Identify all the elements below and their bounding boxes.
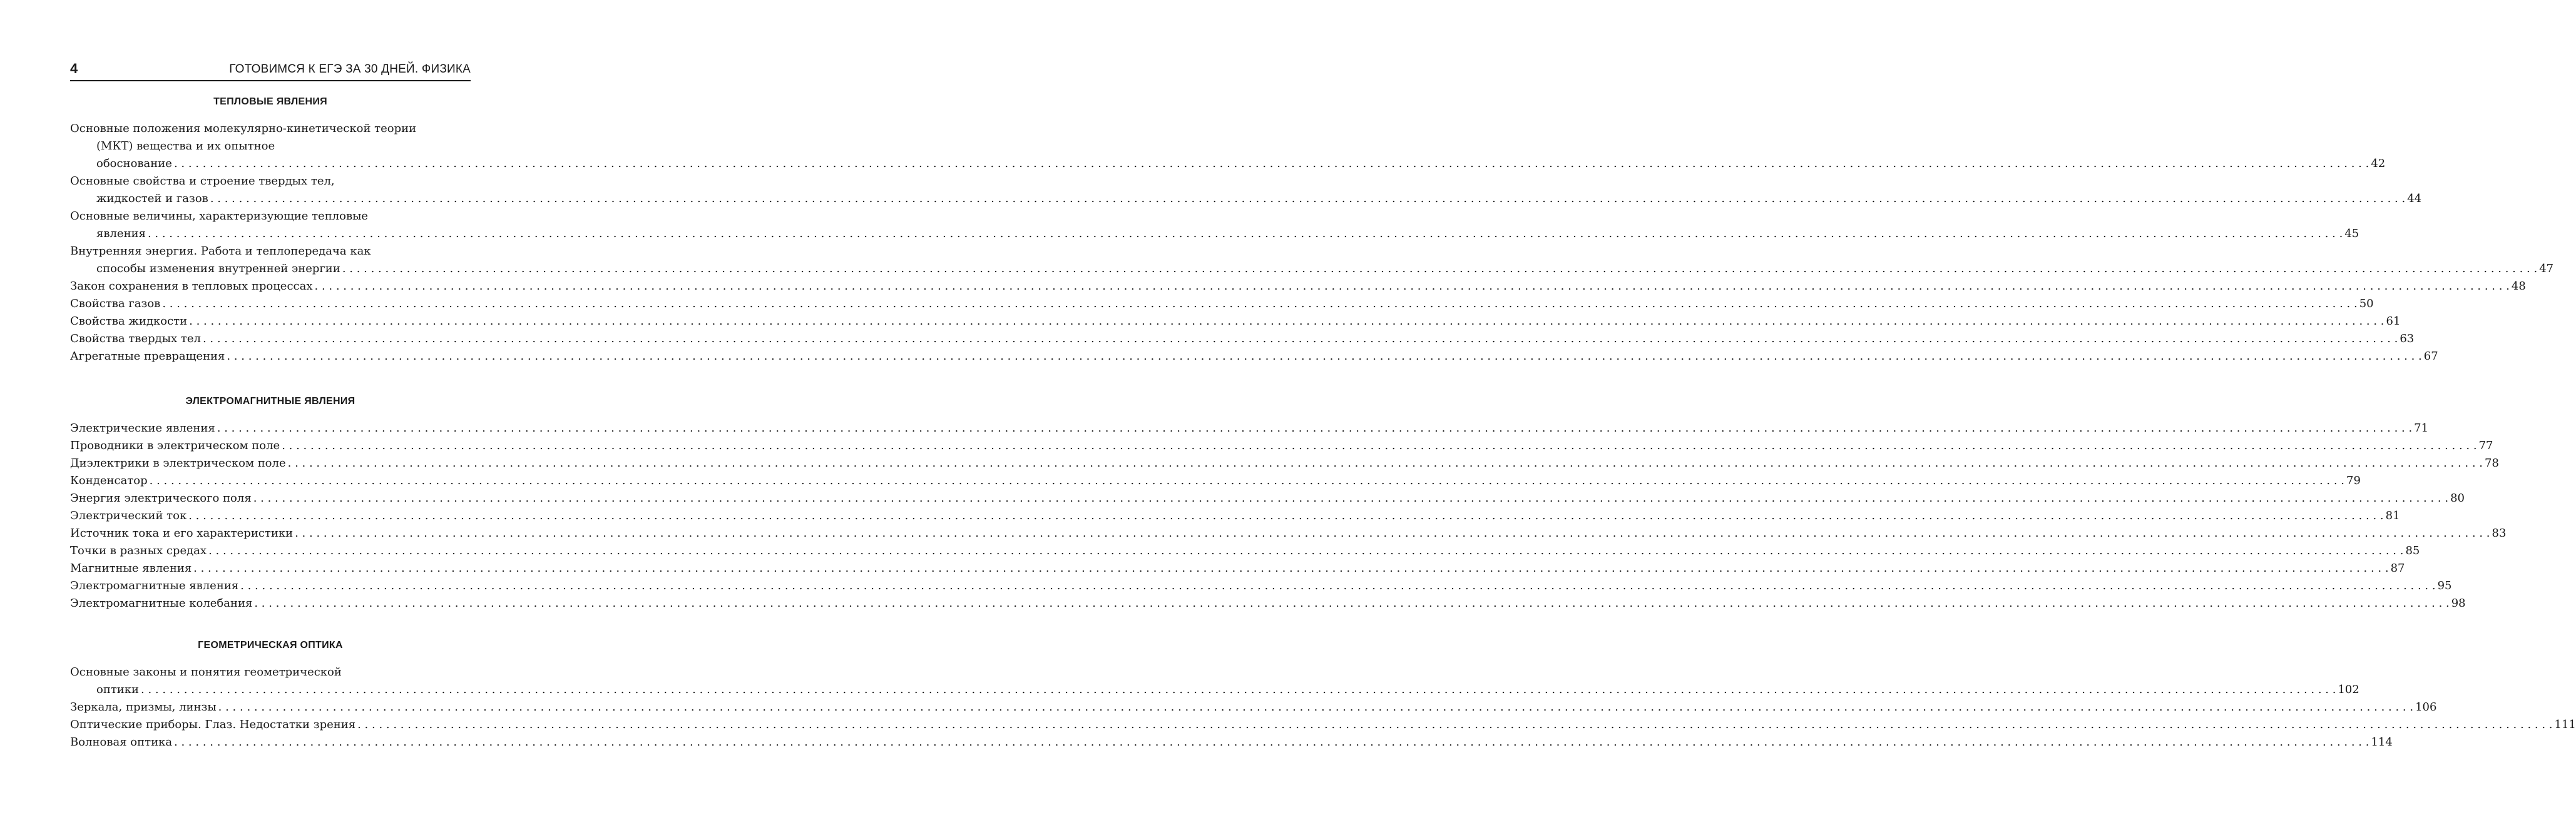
toc-entry-last-line <box>70 437 2493 455</box>
toc-page-number: 114 <box>2371 736 2393 749</box>
toc-page-number: 79 <box>2346 474 2361 487</box>
toc-page-number: 78 <box>2485 457 2499 470</box>
toc-entry <box>70 716 2576 734</box>
toc-entry-last-line <box>70 190 2422 208</box>
toc-entry-text: Оптические приборы. Глаз. Недостатки зрения <box>70 718 356 731</box>
toc-entry-text: Внутренняя энергия. Работа и теплопередача как <box>70 245 371 258</box>
toc-entry-last-line <box>70 577 2452 595</box>
section-title: ТЕПЛОВЫЕ ЯВЛЕНИЯ <box>213 96 327 107</box>
dot-leader <box>141 683 2336 696</box>
dot-leader <box>282 439 2476 452</box>
toc-entry-text: Диэлектрики в электрическом поле <box>70 457 286 470</box>
toc-list <box>70 420 2507 612</box>
toc-list <box>70 664 2576 751</box>
section-geometric-optics <box>70 638 2576 751</box>
dot-leader <box>295 527 2490 540</box>
toc-entry-last-line <box>70 278 2526 295</box>
dot-leader <box>150 474 2344 487</box>
toc-entry-last-line <box>70 295 2374 313</box>
dot-leader <box>288 457 2483 470</box>
page-header <box>70 60 471 81</box>
toc-entry-last-line <box>70 260 2554 278</box>
toc-entry-text: Основные законы и понятия геометрической <box>70 666 342 679</box>
toc-entry-last-line <box>70 734 2393 751</box>
dot-leader <box>208 544 2403 557</box>
dot-leader <box>188 509 2383 522</box>
dot-leader <box>210 192 2405 205</box>
toc-list <box>70 120 2554 365</box>
toc-entry <box>70 472 2361 490</box>
toc-page-number: 50 <box>2359 297 2374 310</box>
dot-leader <box>254 597 2449 610</box>
toc-entry-text: Электромагнитные явления <box>70 579 239 592</box>
toc-entry-text: Энергия электрического поля <box>70 492 252 505</box>
toc-entry <box>70 348 2438 365</box>
dot-leader <box>189 315 2384 328</box>
dot-leader <box>253 492 2448 505</box>
toc-entry-text: Агрегатные превращения <box>70 350 225 363</box>
toc-entry <box>70 295 2374 313</box>
toc-entry-text: способы изменения внутренней энергии <box>96 262 340 275</box>
toc-page-number: 85 <box>2405 544 2420 557</box>
toc-entry-text: оптики <box>96 683 140 696</box>
toc-page-number: 44 <box>2407 192 2422 205</box>
section-title: ЭЛЕКТРОМАГНИТНЫЕ ЯВЛЕНИЯ <box>185 396 355 407</box>
toc-entry-text: Закон сохранения в тепловых процессах <box>70 280 313 293</box>
dot-leader <box>342 262 2537 275</box>
toc-entry-last-line <box>70 699 2437 716</box>
toc-entry <box>70 560 2405 577</box>
toc-entry-last-line <box>70 507 2400 525</box>
dot-leader <box>162 297 2357 310</box>
toc-entry <box>70 243 2554 278</box>
section-thermal <box>70 94 2554 365</box>
section-electromagnetic <box>70 394 2507 612</box>
toc-entry <box>70 455 2499 472</box>
toc-entry-last-line <box>70 155 2386 173</box>
toc-entry-text: Конденсатор <box>70 474 148 487</box>
toc-entry <box>70 313 2401 330</box>
toc-entry-text: Электрический ток <box>70 509 187 522</box>
toc-entry-last-line <box>70 595 2466 612</box>
toc-page-number: 102 <box>2338 683 2359 696</box>
dot-leader <box>315 280 2510 293</box>
toc-entry-text: жидкостей и газов <box>96 192 208 205</box>
toc-entry <box>70 420 2429 437</box>
toc-entry-last-line <box>70 681 2359 699</box>
toc-page-number: 71 <box>2414 422 2429 435</box>
toc-page-number: 98 <box>2451 597 2466 610</box>
toc-page-number: 83 <box>2492 527 2507 540</box>
toc-page-number: 95 <box>2437 579 2452 592</box>
dot-leader <box>148 227 2343 240</box>
toc-page-number: 47 <box>2539 262 2554 275</box>
toc-entry-text: Зеркала, призмы, линзы <box>70 701 217 714</box>
toc-entry <box>70 542 2420 560</box>
toc-page-number: 77 <box>2478 439 2493 452</box>
toc-entry-last-line <box>70 490 2465 507</box>
toc-entry <box>70 437 2493 455</box>
toc-page-number: 61 <box>2386 315 2401 328</box>
toc-page-number: 106 <box>2415 701 2437 714</box>
toc-entry-text: Волновая оптика <box>70 736 173 749</box>
toc-entry <box>70 664 2359 699</box>
toc-entry-text: Основные положения молекулярно-кинетической теории <box>70 122 417 135</box>
toc-entry-last-line <box>70 542 2420 560</box>
toc-entry <box>70 173 2422 208</box>
toc-entry <box>70 577 2452 595</box>
toc-entry-text: (МКТ) вещества и их опытное <box>96 139 275 153</box>
toc-entry <box>70 490 2465 507</box>
dot-leader <box>174 736 2369 749</box>
dot-leader <box>357 718 2552 731</box>
toc-entry <box>70 120 2386 173</box>
toc-entry-text: обоснование <box>96 157 172 170</box>
toc-entry-text: Источник тока и его характеристики <box>70 527 294 540</box>
toc-entry <box>70 278 2526 295</box>
toc-entry-text: Свойства газов <box>70 297 161 310</box>
toc-page-number: 81 <box>2385 509 2400 522</box>
dot-leader <box>217 422 2412 435</box>
dot-leader <box>240 579 2435 592</box>
toc-entry <box>70 595 2466 612</box>
toc-entry-last-line <box>70 330 2415 348</box>
toc-entry-text: Электрические явления <box>70 422 215 435</box>
toc-entry <box>70 507 2400 525</box>
toc-entry-text: явления <box>96 227 146 240</box>
toc-entry-text: Основные величины, характеризующие тепловые <box>70 210 369 223</box>
dot-leader <box>227 350 2421 363</box>
section-title: ГЕОМЕТРИЧЕСКАЯ ОПТИКА <box>198 640 343 650</box>
toc-page-number: 87 <box>2390 562 2405 575</box>
toc-entry-text: Проводники в электрическом поле <box>70 439 280 452</box>
toc-entry <box>70 208 2359 243</box>
toc-entry-text: Электромагнитные колебания <box>70 597 253 610</box>
dot-leader <box>174 157 2369 170</box>
running-title: ГОТОВИМСЯ К ЕГЭ ЗА 30 ДНЕЙ. ФИЗИКА <box>229 63 471 76</box>
toc-entry-last-line <box>70 560 2405 577</box>
toc-entry-last-line <box>70 716 2576 734</box>
toc-page-number: 63 <box>2400 332 2415 345</box>
dot-leader <box>218 701 2413 714</box>
toc-page-number: 45 <box>2344 227 2359 240</box>
toc-page-number: 48 <box>2511 280 2526 293</box>
toc-entry-last-line <box>70 225 2359 243</box>
toc-entry-text: Свойства твердых тел <box>70 332 201 345</box>
toc-entry <box>70 525 2507 542</box>
toc-entry-last-line <box>70 348 2438 365</box>
toc-entry-last-line <box>70 525 2507 542</box>
page-number: 4 <box>70 61 78 76</box>
dot-leader <box>193 562 2388 575</box>
toc-entry-last-line <box>70 455 2499 472</box>
toc-page-number: 80 <box>2450 492 2465 505</box>
toc-entry <box>70 330 2415 348</box>
header-rule <box>70 80 471 81</box>
toc-entry-last-line <box>70 472 2361 490</box>
toc-entry-text: Свойства жидкости <box>70 315 188 328</box>
toc-page-number: 42 <box>2371 157 2386 170</box>
dot-leader <box>203 332 2398 345</box>
toc-entry <box>70 699 2437 716</box>
toc-entry-last-line <box>70 420 2429 437</box>
toc-entry <box>70 734 2393 751</box>
toc-entry-text: Основные свойства и строение твердых тел, <box>70 175 335 188</box>
toc-page-number: 111 <box>2554 718 2576 731</box>
toc-entry-text: Магнитные явления <box>70 562 192 575</box>
toc-entry-text: Точки в разных средах <box>70 544 207 557</box>
toc-page-number: 67 <box>2423 350 2438 363</box>
toc-entry-last-line <box>70 313 2401 330</box>
